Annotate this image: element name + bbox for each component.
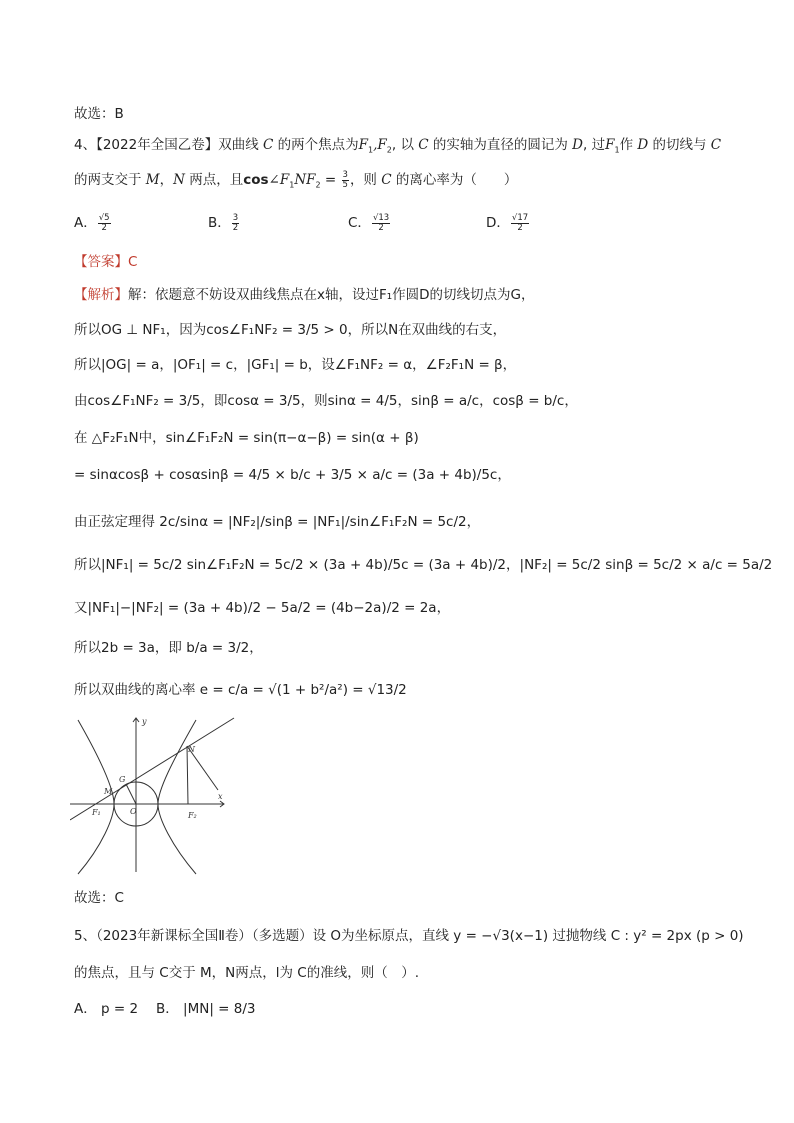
q4-analysis-line7: 由正弦定理得 2c/sinα = |NF₂|/sinβ = |NF₁|/sin∠F₁F₂N = 5c/2， — [74, 514, 481, 530]
q4-text-f: 的切线与 — [652, 137, 707, 153]
hyperbola-figure — [70, 712, 240, 877]
q4-text-b: , 以 — [391, 137, 414, 153]
segment-n-f2 — [187, 746, 188, 804]
q4-option-d[interactable] — [486, 211, 530, 233]
q4-text-e: 作 — [619, 137, 634, 153]
q4-analysis-line2: 所以OG ⊥ NF₁，因为cos∠F₁NF₂ = 3/5 > 0，所以N在双曲线的右支， — [74, 322, 507, 338]
q4-intro: 4、【2022年全国乙卷】双曲线 — [74, 137, 259, 153]
q4-analysis-line1 — [74, 283, 535, 303]
q4-option-a[interactable] — [74, 211, 112, 233]
option-label: C． — [348, 215, 371, 231]
q4-text-d: , 过 — [583, 137, 606, 153]
q4-text-c: 的实轴为直径的圆记为 — [432, 137, 568, 153]
q4-analysis-line11: 所以双曲线的离心率 e = c/a = √(1 + b²/a²) = √13/2 — [74, 682, 407, 698]
option-label: B． — [208, 215, 231, 231]
q4-statement-line1: 4、【2022年全国乙卷】双曲线 C 的两个焦点为$F_1,F_2$, 以 C 的实轴为直径的圆记为 D, 过$F_1$作 D 的切线与 C — [74, 137, 722, 155]
option-num: √5 — [98, 212, 110, 223]
option-den: 2 — [232, 222, 239, 233]
option-num: 3 — [232, 212, 239, 223]
q4-analysis-line4: 由cos∠F₁NF₂ = 3/5，即cosα = 3/5，则sinα = 4/5，sinβ = a/c，cosβ = b/c， — [74, 393, 578, 409]
analysis-text: 解：依题意不妨设双曲线焦点在x轴，设过F₁作圆D的切线切点为G， — [128, 287, 535, 303]
label-x: x — [218, 792, 223, 801]
q4-analysis-line8: 所以|NF₁| = 5c/2 sin∠F₁F₂N = 5c/2 × (3a + 4b)/5c = (3a + 4b)/2，|NF₂| = 5c/2 sinβ = 5c/2 × a/c = 5a/2 — [74, 557, 773, 573]
q4-option-c[interactable] — [348, 211, 391, 233]
label-f2: F₂ — [188, 811, 197, 820]
q4-option-b[interactable] — [208, 211, 240, 233]
label-y: y — [142, 717, 147, 726]
label-g: G — [119, 775, 126, 784]
q4-answer: 【答案】C — [74, 254, 138, 270]
option-num: √13 — [372, 212, 390, 223]
tangent-line — [70, 718, 234, 820]
q4-text-j: 的离心率为（ ） — [395, 172, 518, 188]
option-num: √17 — [511, 212, 529, 223]
label-o: O — [130, 807, 137, 816]
option-label: D． — [486, 215, 510, 231]
q3-conclusion: 故选：B — [74, 106, 124, 122]
label-n: N — [188, 745, 195, 754]
q5-statement-line2: 的焦点，且与 C交于 M，N两点，l为 C的准线，则（ ）. — [74, 965, 420, 981]
q4-text-i: ，则 — [349, 172, 377, 188]
option-den: 2 — [378, 222, 384, 233]
analysis-tag: 【解析】 — [74, 287, 128, 303]
option-den: 2 — [517, 222, 523, 233]
hyperbola-right-branch — [158, 720, 196, 874]
q4-statement-line2: 的两支交于 M，N 两点，且$\cos\angle F_1NF_2$ = $\frac{3}{5}$ ，则 C 的离心率为（ ） — [74, 169, 518, 190]
q5-option-b[interactable]: B． |MN| = 8/3 — [156, 1001, 256, 1017]
q5-option-a[interactable]: A． p = 2 — [74, 1001, 139, 1017]
label-f1: F₁ — [92, 808, 101, 817]
q4-text-h: 两点，且 — [189, 172, 244, 188]
q4-analysis-line9: 又|NF₁|−|NF₂| = (3a + 4b)/2 − 5a/2 = (4b−2a)/2 = 2a， — [74, 600, 451, 616]
hyperbola-left-branch — [78, 720, 114, 874]
q4-analysis-line3: 所以|OG| = a，|OF₁| = c，|GF₁| = b，设∠F₁NF₂ = α，∠F₂F₁N = β， — [74, 357, 517, 373]
q4-conclusion: 故选：C — [74, 890, 124, 906]
option-label: A． — [74, 215, 97, 231]
q4-text-a: 的两个焦点为 — [277, 137, 359, 153]
segment-og — [126, 784, 136, 804]
q4-analysis-line6: = sinαcosβ + cosαsinβ = 4/5 × b/c + 3/5 × a/c = (3a + 4b)/5c， — [74, 467, 511, 483]
q4-text-g: 的两支交于 — [74, 172, 142, 188]
q4-analysis-line10: 所以2b = 3a，即 b/a = 3/2， — [74, 640, 263, 656]
option-den: 2 — [101, 222, 107, 233]
label-m: M — [104, 787, 113, 796]
q5-statement-line1: 5、（2023年新课标全国Ⅱ卷）（多选题）设 O为坐标原点，直线 y = −√3(x−1) 过抛物线 C : y² = 2px (p > 0) — [74, 928, 744, 944]
q4-analysis-line5: 在 △F₂F₁N中，sin∠F₁F₂N = sin(π−α−β) = sin(α + β) — [74, 430, 419, 446]
